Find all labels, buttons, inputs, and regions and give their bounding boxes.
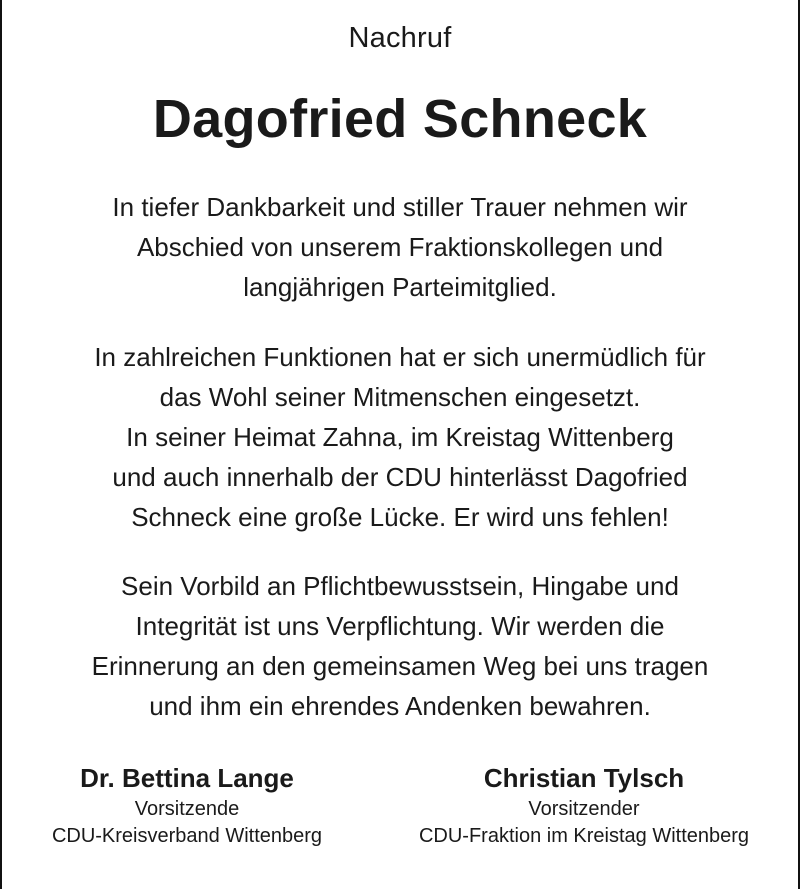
paragraph-line: Erinnerung an den gemeinsamen Weg bei uns tragen	[91, 651, 709, 681]
signatory-role: Vorsitzender	[528, 798, 640, 820]
paragraph-legacy	[2, 566, 798, 726]
signatory-role: Vorsitzende	[134, 798, 240, 820]
paragraph-line: langjährigen Parteimitglied.	[243, 272, 557, 302]
signatory-right	[382, 760, 786, 850]
signatory-organization: CDU-Fraktion im Kreistag Wittenberg	[418, 825, 750, 847]
paragraph-line: Abschied von unserem Fraktionskollegen und	[136, 232, 664, 262]
notice-heading: Nachruf	[348, 22, 452, 54]
paragraph-line: Sein Vorbild an Pflichtbewusstsein, Hingabe und	[121, 571, 679, 601]
paragraph-line: Integrität ist uns Verpflichtung. Wir werden die	[135, 611, 665, 641]
signatory-name: Christian Tylsch	[483, 763, 685, 793]
signatory-left	[14, 760, 360, 850]
paragraph-line: das Wohl seiner Mitmenschen eingesetzt.	[159, 382, 641, 412]
paragraph-line: In tiefer Dankbarkeit und stiller Trauer nehmen wir	[112, 192, 688, 222]
paragraph-service	[2, 337, 798, 537]
paragraph-line: In seiner Heimat Zahna, im Kreistag Wittenberg	[126, 422, 674, 452]
paragraph-line: und auch innerhalb der CDU hinterlässt Dagofried	[112, 462, 688, 492]
paragraph-line: Schneck eine große Lücke. Er wird uns fehlen!	[131, 502, 669, 532]
paragraph-line: und ihm ein ehrendes Andenken bewahren.	[149, 691, 651, 721]
deceased-name: Dagofried Schneck	[152, 89, 648, 149]
paragraph-line: In zahlreichen Funktionen hat er sich unermüdlich für	[94, 342, 706, 372]
paragraph-gratitude	[2, 187, 798, 307]
signatory-name: Dr. Bettina Lange	[80, 763, 294, 793]
signatory-organization: CDU-Kreisverband Wittenberg	[51, 825, 323, 847]
